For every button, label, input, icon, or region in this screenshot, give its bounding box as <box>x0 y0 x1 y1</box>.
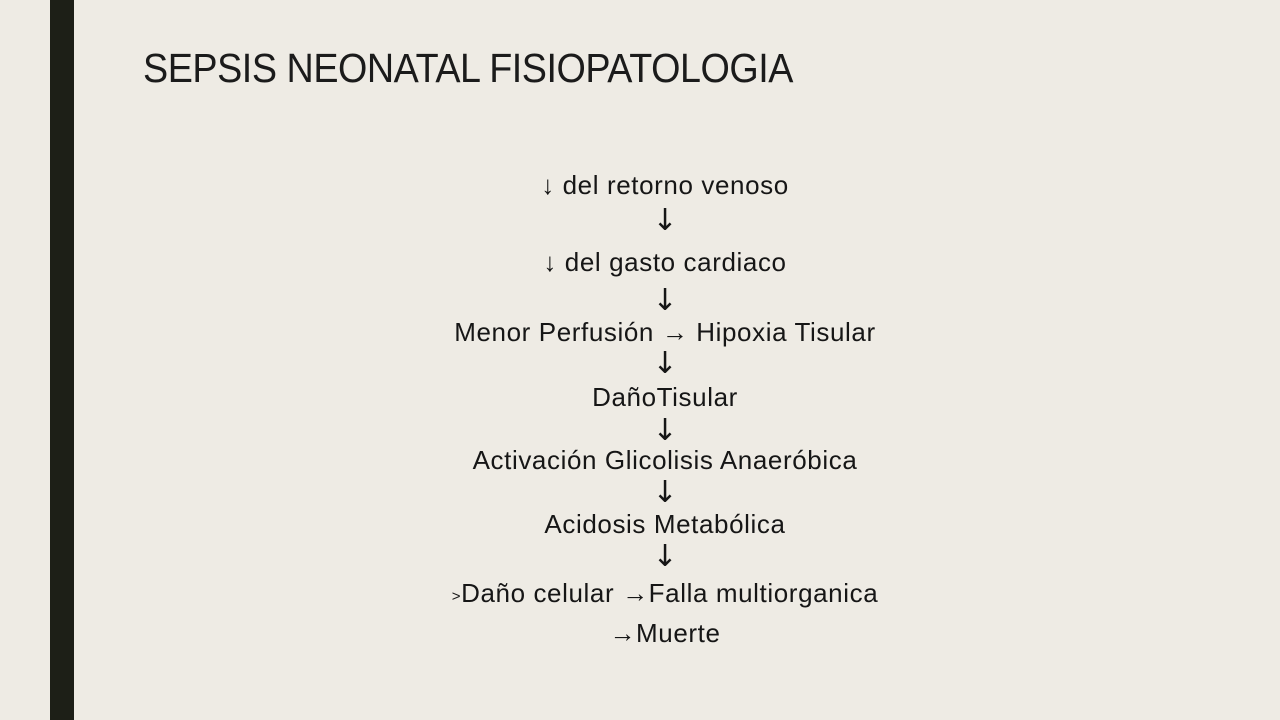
flow-step-perfusion-hipoxia: Menor Perfusión → Hipoxia Tisular <box>454 317 876 347</box>
flow-step-gasto-cardiaco: ↓ del gasto cardiaco <box>543 247 787 277</box>
greater-than-symbol: > <box>451 588 462 605</box>
flow-step-glicolisis: Activación Glicolisis Anaeróbica <box>472 445 858 475</box>
flow-step-dano-celular-text: Daño celular →Falla multiorganica <box>461 578 879 608</box>
flow-step-muerte: →Muerte <box>609 618 721 648</box>
slide-title: SEPSIS NEONATAL FISIOPATOLOGIA <box>143 45 793 91</box>
down-arrow-icon: ↓ <box>652 346 678 381</box>
down-arrow-icon: ↓ <box>652 203 678 238</box>
down-arrow-icon: ↓ <box>652 475 678 510</box>
flow-step-dano-celular <box>0 576 1280 614</box>
flow-step-dano-tisular: DañoTisular <box>592 382 738 412</box>
down-arrow-icon: ↓ <box>652 413 678 448</box>
flow-step-acidosis: Acidosis Metabólica <box>544 509 786 539</box>
down-arrow-icon: ↓ <box>652 539 678 574</box>
flow-step-retorno-venoso: ↓ del retorno venoso <box>541 170 789 200</box>
down-arrow-icon: ↓ <box>652 283 678 318</box>
